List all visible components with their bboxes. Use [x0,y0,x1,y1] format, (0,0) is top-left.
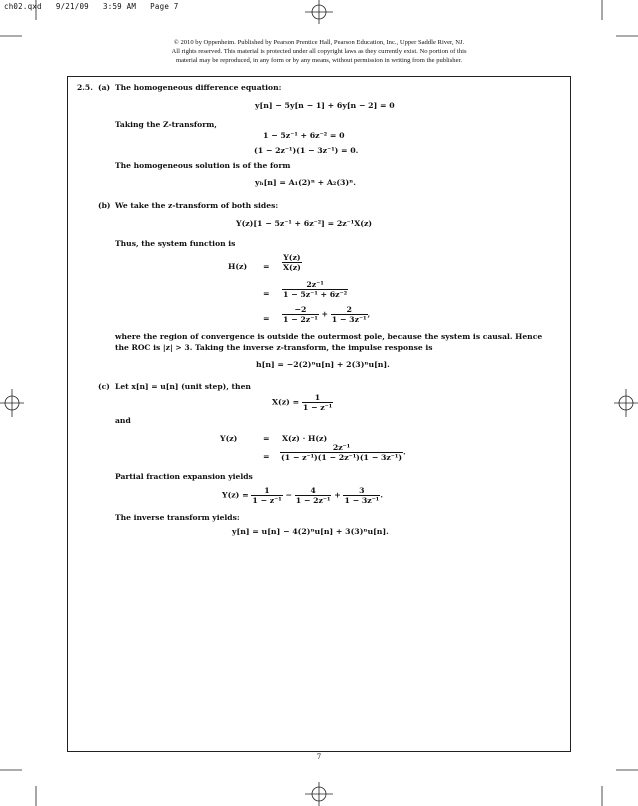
copyright-line-2: All rights reserved. This material is protected under all copyright laws as they currently exist. No portion of this [171,48,467,55]
part-a-label: (a) [98,83,111,92]
fraction-numerator: 4 [310,486,316,495]
part-b-fraction-Y-over-X [282,253,302,272]
part-b-equals-1: = [263,262,270,271]
part-c-equals-2: = [263,452,270,461]
fraction-denominator: 1 − 3z⁻¹ [344,496,380,505]
plus-sign: + [334,490,341,500]
page-number: 7 [316,753,322,761]
fraction-denominator: 1 − z⁻¹ [252,496,282,505]
fraction-denominator: 1 − 2z⁻¹ [295,496,331,505]
part-c-and: and [115,416,131,425]
fraction-denominator: 1 − z⁻¹ [302,403,333,412]
copyright-notice [0,38,638,65]
part-a-intro: The homogeneous difference equation: [115,83,282,92]
registration-target-right [614,389,638,417]
X-lhs: X(z) = [272,397,300,407]
part-a-difference-equation: y[n] − 5y[n − 1] + 6y[n − 2] = 0 [255,101,395,110]
part-c-label: (c) [98,382,110,391]
trailing-period: . [380,490,383,500]
part-c-Y-fraction [280,443,406,462]
fraction-denominator: 1 − 2z⁻¹ [283,315,318,324]
fraction-numerator: 1 [314,393,321,402]
fraction-numerator: 3 [359,486,365,495]
fraction-numerator: Y(z) [283,253,301,262]
trailing-comma: , [367,309,371,319]
trailing-period: . [403,447,406,457]
problem-number: 2.5. [77,83,93,92]
part-a-form-text: The homogeneous solution is of the form [115,161,291,170]
part-c-intro: Let x[n] = u[n] (unit step), then [115,382,251,391]
fraction-denominator: 1 − 5z⁻¹ + 6z⁻² [283,290,348,299]
part-c-step-response: y[n] = u[n] − 4(2)ⁿu[n] + 3(3)ⁿu[n]. [232,527,389,536]
part-b-intro: We take the z-transform of both sides: [115,201,279,210]
copyright-line-3: material may be reproduced, in any form or by any means, without permission in writing from the publisher. [175,57,463,64]
part-b-label: (b) [98,201,111,210]
part-c-inverse-text: The inverse transform yields: [115,513,240,522]
minus-sign: − [285,490,292,500]
printer-slug: ch02.qxd 9/21/09 3:59 AM Page 7 [4,2,179,11]
part-b-transformed-equation: Y(z)[1 − 5z⁻¹ + 6z⁻²] = 2z⁻¹X(z) [236,219,373,228]
part-c-partial-fraction-text: Partial fraction expansion yields [115,472,253,481]
fraction-denominator: X(z) [283,263,301,272]
part-a-z-transform-text: Taking the Z-transform, [115,120,217,129]
fraction-numerator: 2z⁻¹ [306,280,324,289]
fraction-numerator: 2z⁻¹ [332,443,351,452]
fraction-denominator: (1 − z⁻¹)(1 − 2z⁻¹)(1 − 3z⁻¹) [281,453,403,462]
part-c-partial-fraction-expansion [222,486,383,505]
part-b-roc-text-2: the ROC is |z| > 3. Taking the inverse z-transform, the impulse response is [115,343,433,352]
part-b-impulse-response: h[n] = −2(2)ⁿu[n] + 2(3)ⁿu[n]. [256,360,390,369]
registration-target-top [305,0,333,24]
plus-sign: + [321,309,329,319]
fraction-denominator: 1 − 3z⁻¹ [331,315,367,324]
part-c-Y-lhs: Y(z) [220,434,238,443]
part-c-X-transform [272,393,333,412]
part-b-roc-text-1: where the region of convergence is outside the outermost pole, because the system is causal. Hence [115,332,543,341]
part-b-thus-text: Thus, the system function is [115,239,236,248]
registration-target-left [0,389,24,417]
registration-target-bottom [305,782,333,806]
fraction-numerator: 1 [264,486,270,495]
pf-lhs: Y(z) = [222,490,249,500]
part-b-fraction-expanded [282,280,348,299]
part-a-factored-equation: (1 − 2z⁻¹)(1 − 3z⁻¹) = 0. [254,146,359,155]
part-b-equals-3: = [263,314,270,323]
part-a-characteristic-equation: 1 − 5z⁻¹ + 6z⁻² = 0 [263,131,345,140]
part-a-homogeneous-solution: yₕ[n] = A₁(2)ⁿ + A₂(3)ⁿ. [255,178,356,187]
copyright-line-1: © 2010 by Oppenheim. Published by Pearson Prentice Hall, Pearson Education, Inc., Upper Saddle River, NJ. [173,39,465,46]
part-c-equals-1: = [263,434,270,443]
part-b-equals-2: = [263,289,270,298]
part-b-partial-fractions [282,305,370,324]
part-b-H-lhs: H(z) [228,262,248,271]
fraction-numerator: 2 [346,305,352,314]
fraction-numerator: −2 [294,305,307,314]
part-c-Y-product: X(z) · H(z) [282,434,328,443]
